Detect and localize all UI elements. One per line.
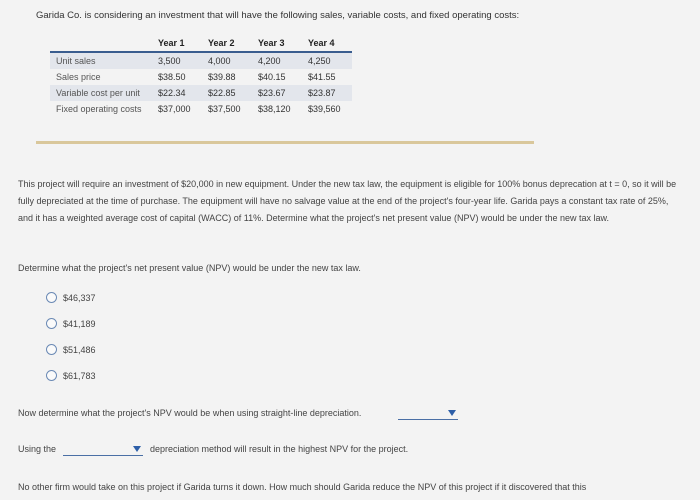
intro-text: Garida Co. is considering an investment that will have the following sales, variable costs, and fixed operating costs: [36,10,520,21]
radio-button[interactable] [46,292,57,303]
table-header-year4: Year 4 [302,36,352,52]
using-sentence-rest: depreciation method will result in the highest NPV for the project. [150,444,409,454]
row-label: Sales price [56,72,101,82]
option-label: $61,783 [63,370,96,381]
sales-cost-table [50,36,352,117]
table-cell: $22.34 [152,85,202,101]
table-cell: 4,000 [202,52,252,69]
table-cell: $37,500 [208,104,241,114]
table-header-year2: Year 2 [202,36,252,52]
chevron-down-icon [448,410,456,416]
npv-question: Determine what the project's net present value (NPV) would be under the new tax law. [18,263,361,273]
table-cell: $38,120 [258,104,291,114]
table-cell: $22.85 [202,85,252,101]
table-cell: $38.50 [158,72,186,82]
table-cell: $37,000 [158,104,191,114]
table-cell: $23.67 [252,85,302,101]
table-row [50,85,352,101]
option-label: $51,486 [63,344,96,355]
using-label: Using the [18,444,57,454]
section-divider [36,141,534,144]
option-label: $41,189 [63,318,96,329]
straight-line-npv-prompt: Now determine what the project's NPV would be when using straight-line depreciation. [18,408,362,418]
answer-option-4[interactable] [46,370,96,381]
answer-option-3[interactable] [46,344,96,355]
answer-option-1[interactable] [46,292,96,303]
option-label: $46,337 [63,292,96,303]
table-cell: $41.55 [308,72,336,82]
table-cell: 3,500 [152,52,202,69]
row-label: Unit sales [50,52,152,69]
table-cell: $39.88 [208,72,236,82]
row-label: Variable cost per unit [50,85,152,101]
answer-option-2[interactable] [46,318,96,329]
table-cell: 4,250 [302,52,352,69]
table-row [50,69,352,85]
table-header-year3: Year 3 [252,36,302,52]
table-cell: $23.87 [302,85,352,101]
radio-button[interactable] [46,344,57,355]
table-header-empty [50,36,152,52]
table-cell: $40.15 [258,72,286,82]
table-row [50,101,352,117]
row-label: Fixed operating costs [56,104,142,114]
table-header-year1: Year 1 [152,36,202,52]
followup-question-text: No other firm would take on this project if Garida turns it down. How much should Garida reduce the NPV of this project if it discovered that this [18,482,587,492]
problem-paragraph: This project will require an investment of $20,000 in new equipment. Under the new tax law, the equipment is eligible for 100% bonus deprecation at t = 0, so it will be fully depreciated at the time of purchase. The equipment will have no salvage value at the end of the project's four-year life. Garida pays a constant tax rate of 25%, and it has a weighted average cost of capital (WACC) of 11%. Determine what the project's net present value (NPV) would be under the new tax law. [18,179,677,223]
radio-button[interactable] [46,318,57,329]
radio-button[interactable] [46,370,57,381]
straight-line-npv-dropdown[interactable] [398,407,458,420]
table-cell: 4,200 [252,52,302,69]
table-cell: $39,560 [308,104,341,114]
table-header-row [50,36,352,52]
depreciation-method-dropdown[interactable] [63,443,143,456]
chevron-down-icon [133,446,141,452]
table-row [50,52,352,69]
